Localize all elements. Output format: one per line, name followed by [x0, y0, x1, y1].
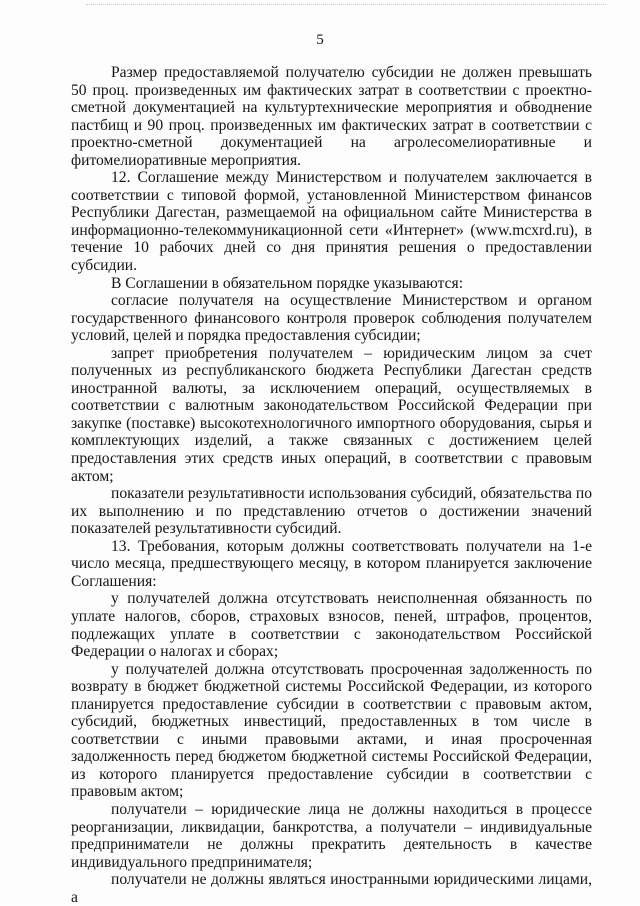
- document-body: [71, 64, 592, 906]
- paragraph-12-agreement: 12. Соглашение между Министерством и получателем заключается в соответствии с типовой формой, установленной Министерством финансов Республики Дагестан, размещаемой на официальном сайте Министерства в информационно-телекоммуникационной сети «Интернет» (www.mcxrd.ru), в течение 10 рабочих дней со дня принятия решения о предоставлении субсидии.: [71, 169, 592, 275]
- paragraph-subsidy-size: Размер предоставляемой получателю субсидии не должен превышать 50 проц. произведенных им фактических затрат в соответствии с проектно-сметной документацией на культуртехнические мероприятия и обводнение пастбищ и 90 проц. произведенных им фактических затрат в соответствии с проектно-сметной документацией на агролесомелиоративные и фитомелиоративные мероприятия.: [71, 64, 592, 169]
- paragraph-no-tax-debt: у получателей должна отсутствовать неисполненная обязанность по уплате налогов, сборов, страховых взносов, пеней, штрафов, процентов, подлежащих уплате в соответствии с законодательством Российской Федерации о налогах и сборах;: [71, 590, 592, 661]
- paragraph-no-reorganization: получатели – юридические лица не должны находиться в процессе реорганизации, ликвидации, банкротства, а получатели – индивидуальные предприниматели не должны прекратить деятельность в качестве индивидуального предпринимателя;: [71, 800, 592, 871]
- paragraph-consent-to-inspection: согласие получателя на осуществление Министерством и органом государственного финансового контроля проверок соблюдения получателем условий, целей и порядка предоставления субсидии;: [71, 292, 592, 345]
- paragraph-currency-ban: запрет приобретения получателем – юридическим лицом за счет полученных из республиканского бюджета Республики Дагестан средств иностранной валюты, за исключением операций, осуществляемых в соответствии с валютным законодательством Российской Федерации при закупке (поставке) высокотехнологичного импортного оборудования, сырья и комплектующих изделий, а также связанных с достижением целей предоставления этих средств иных операций, в соответствии с правовым актом;: [71, 344, 592, 485]
- paragraph-13-requirements: 13. Требования, которым должны соответствовать получатели на 1-е число месяца, предшествующего месяцу, в котором планируется заключение Соглашения:: [71, 537, 592, 590]
- paragraph-performance-indicators: показатели результативности использования субсидий, обязательства по их выполнению и по представлению отчетов о достижении значений показателей результативности субсидий.: [71, 485, 592, 538]
- paragraph-not-foreign-entity: получатели не должны являться иностранными юридическими лицами, а: [71, 871, 592, 906]
- paragraph-no-overdue-debt: у получателей должна отсутствовать просроченная задолженность по возврату в бюджет бюджетной системы Российской Федерации, из которого планируется предоставление субсидии в соответствии с правовым актом, субсидий, бюджетных инвестиций, предоставленных в том числе в соответствии с иными правовыми актами, и иная просроченная задолженность перед бюджетом бюджетной системы Российской Федерации, из которого планируется предоставление субсидии в соответствии с правовым актом;: [71, 660, 592, 801]
- page-number: 5: [316, 32, 324, 48]
- scan-edge-artifact: [86, 4, 606, 6]
- paragraph-agreement-intro: В Соглашении в обязательном порядке указываются:: [111, 274, 464, 292]
